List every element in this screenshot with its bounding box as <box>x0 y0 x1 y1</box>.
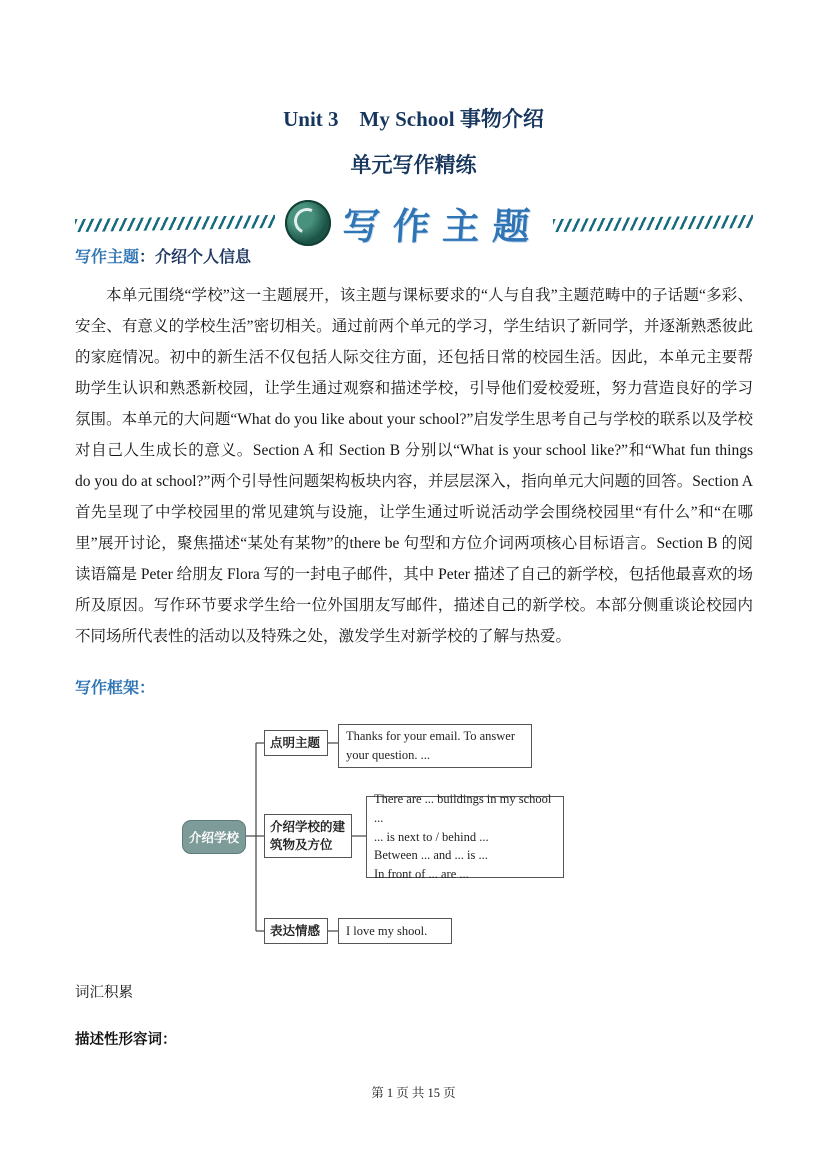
page-footer: 第 1 页 共 15 页 <box>371 1086 456 1100</box>
section-banner <box>75 200 752 246</box>
adjectives-heading: 描述性形容词： <box>75 1032 177 1048</box>
diagram-content-line: ... is next to / behind ... <box>374 829 489 844</box>
unit-overview-paragraph: 本单元围绕“学校”这一主题展开，该主题与课标要求的“人与自我”主题范畴中的子话题“多彩、安全、有意义的学校生活”密切相关。通过前两个单元的学习，学生结识了新同学，并逐渐熟悉彼此的家庭情况。初中的新生活不仅包括人际交往方面，还包括日常的校园生活。因此，本单元主要帮助学生认识和熟悉新校园，让学生通过观察和描述学校，引导他们爱校爱班，努力营造良好的学习氛围。本单元的大问题“What do you like about your school?”启发学生思考自己与学校的联系以及学校对自己人生成长的意义。Section A 和 Section B 分别以“What is your school like?”和“What fun things do you do at school?”两个引导性问题架构板块内容，并层层深入，指向单元大问题的回答。Section A 首先呈现了中学校园里的常见建筑与设施，让学生通过听说活动学会围绕校园里“有什么”和“在哪里”展开讨论，聚焦描述“某处有某物”的there be 句型和方位介词两项核心目标语言。Section B 的阅读语篇是 Peter 给朋友 Flora 写的一封电子邮件，其中 Peter 描述了自己的新学校，包括他最喜欢的场所及原因。写作环节要求学生给一位外国朋友写邮件，描述自己的新学校。本部分侧重谈论校园内不同场所代表性的活动以及特殊之处，激发学生对新学校的了解与热爱。 <box>75 287 753 645</box>
diagram-branch-label-feeling: 表达情感 <box>264 918 328 944</box>
topic-heading <box>75 244 752 267</box>
banner-title: 写作主题 <box>340 207 544 248</box>
banner-logo-icon <box>285 200 331 246</box>
doc-title-line1: Unit 3 My School 事物介绍 <box>283 107 544 131</box>
diagram-content-line: Between ... and ... is ... <box>374 848 488 863</box>
banner-center <box>285 196 543 250</box>
diagram-branch-content-feeling <box>338 918 452 944</box>
banner-hatch-left-decoration <box>75 214 275 231</box>
doc-title-line2: 单元写作精练 <box>350 153 477 177</box>
diagram-root-node: 介绍学校 <box>182 820 246 854</box>
topic-heading-label: 写作主题 <box>75 249 140 266</box>
diagram-content-line: In front of ... are ... <box>374 867 469 882</box>
framework-heading: 写作框架： <box>75 680 156 697</box>
diagram-content-line: There are ... buildings in my school ... <box>374 792 552 825</box>
topic-heading-value: ：介绍个人信息 <box>139 249 252 266</box>
writing-framework-diagram <box>172 718 572 968</box>
diagram-branch-label-buildings: 介绍学校的建筑物及方位 <box>264 814 352 858</box>
banner-hatch-right-decoration <box>553 214 753 231</box>
diagram-content-line: I love my shool. <box>346 923 428 938</box>
vocab-heading: 词汇积累 <box>75 985 133 1001</box>
diagram-branch-content-topic <box>338 724 532 768</box>
diagram-content-line: Thanks for your email. To answer your question. ... <box>346 729 515 762</box>
diagram-branch-label-topic: 点明主题 <box>264 730 328 756</box>
diagram-branch-content-buildings <box>366 792 564 882</box>
